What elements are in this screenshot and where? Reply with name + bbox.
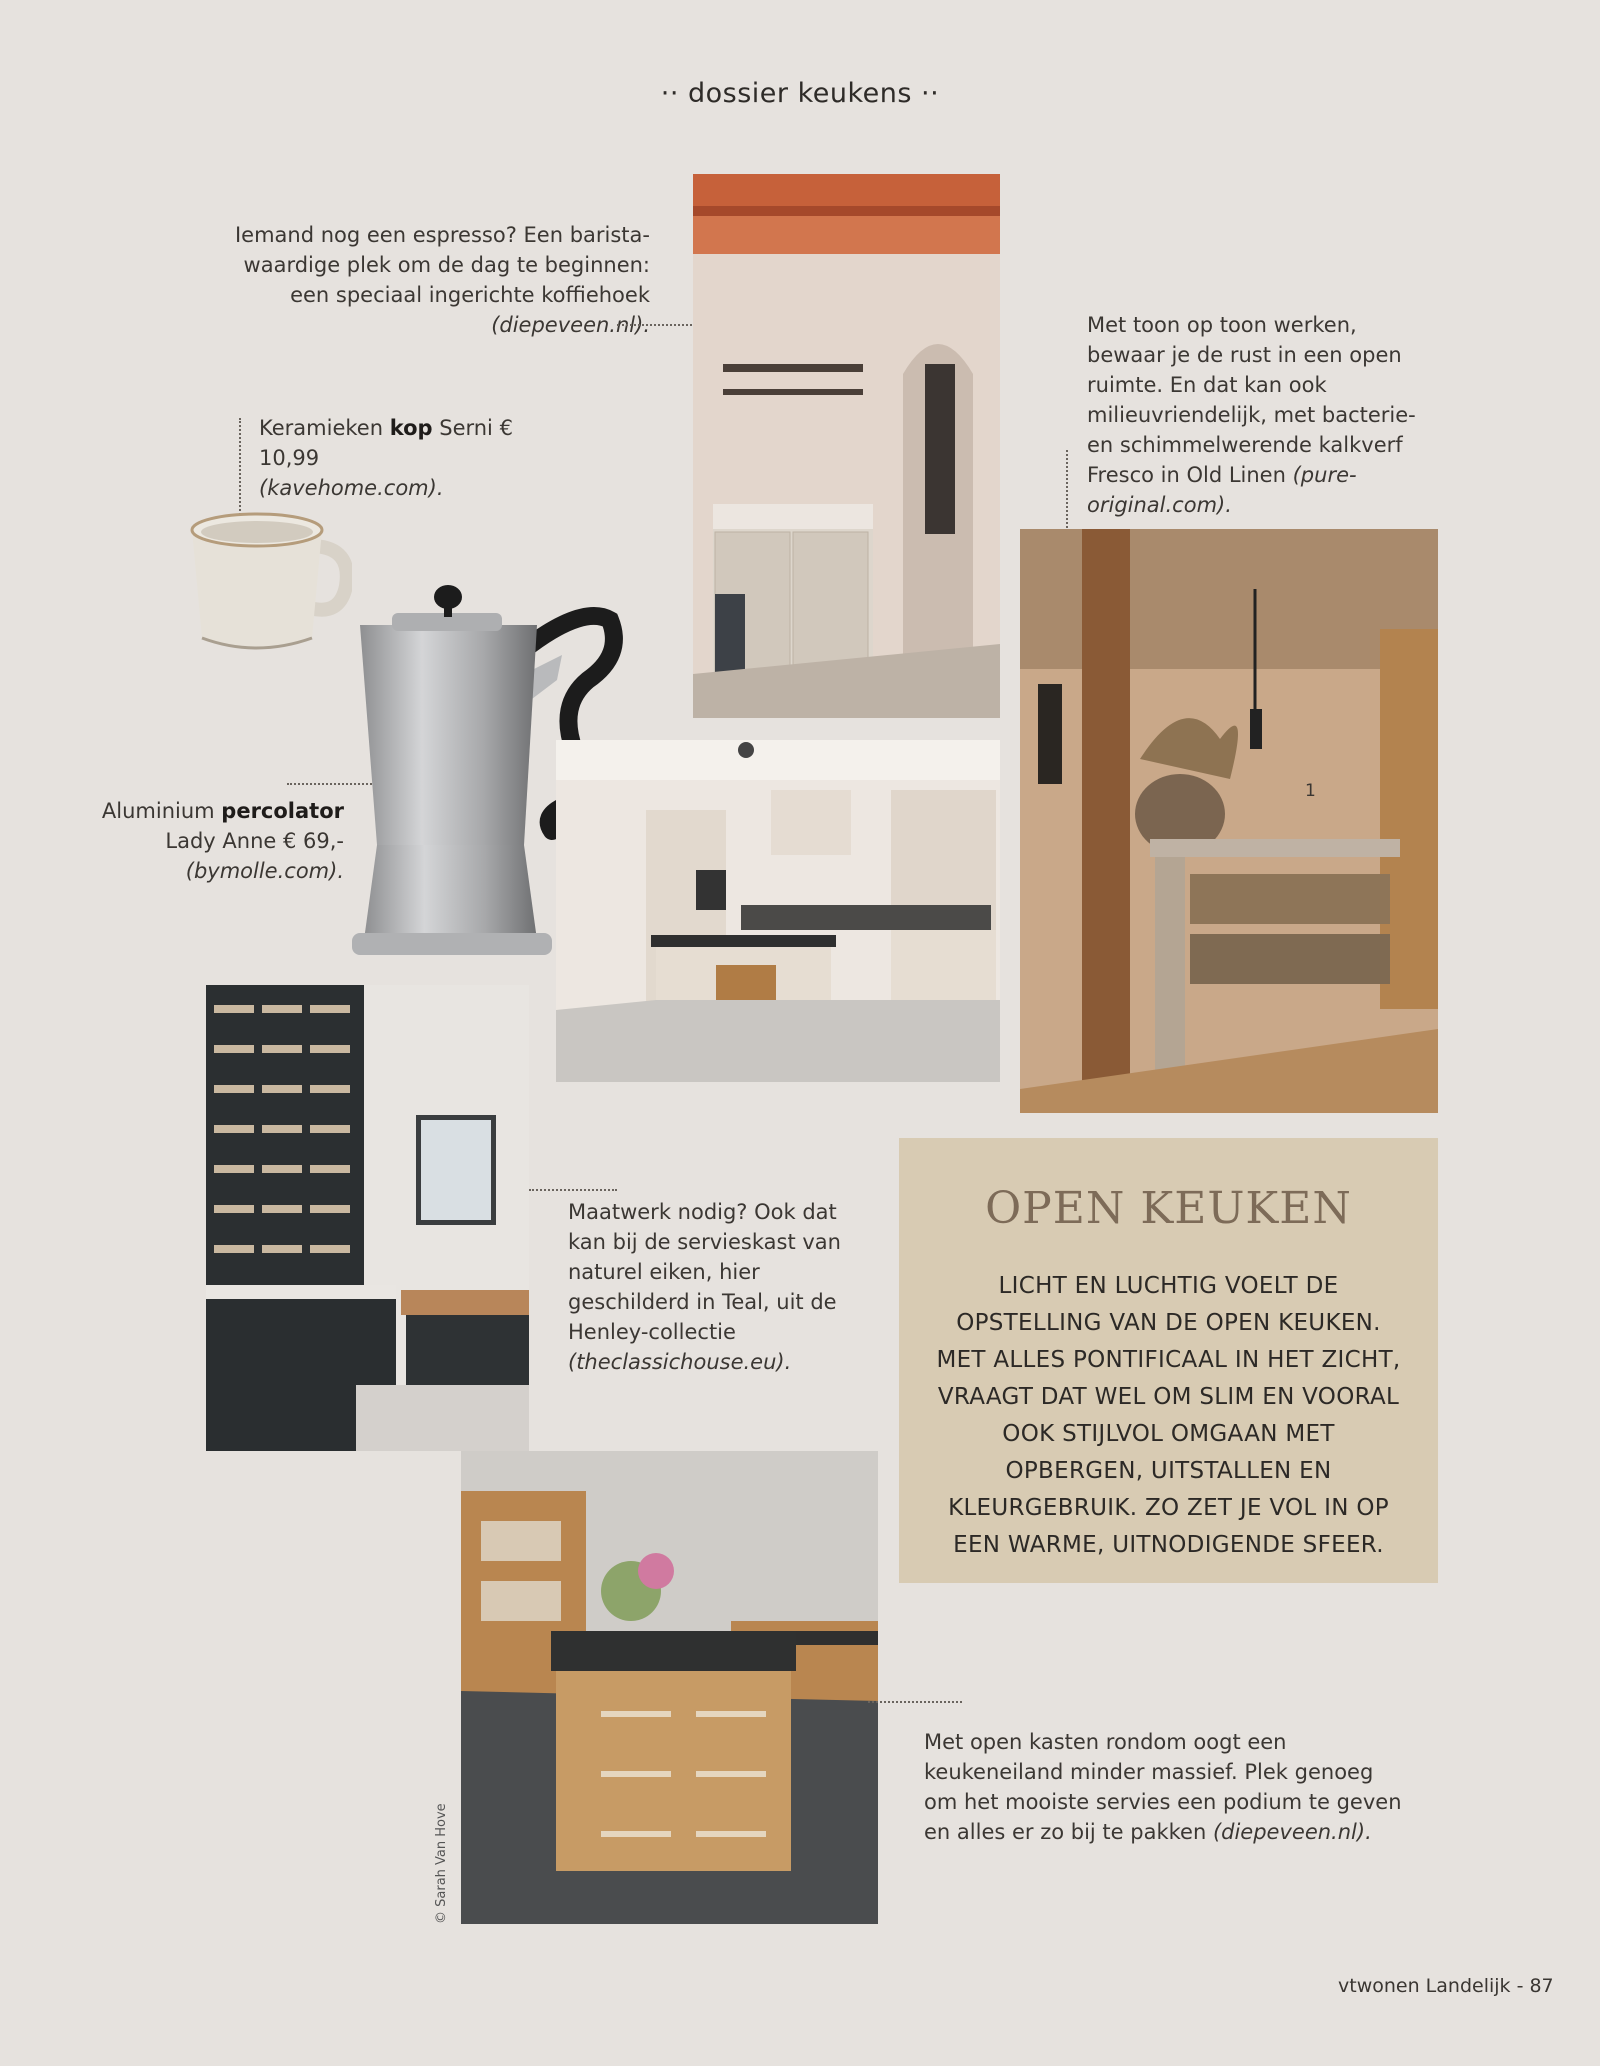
caption-cup-pre: Keramieken [259, 416, 390, 440]
caption-espresso-text: Iemand nog een espresso? Een barista-waardige plek om de dag te beginnen: een speciaal ingerichte koffiehoek [234, 223, 650, 307]
caption-paint [1087, 310, 1417, 520]
caption-percolator-source: (bymolle.com). [185, 859, 344, 883]
caption-island [924, 1727, 1404, 1847]
photo-white-kitchen [556, 740, 1000, 1082]
caption-percolator [100, 796, 344, 886]
photo-coffee-corner [693, 174, 1000, 718]
caption-cup-bold: kop [389, 416, 433, 440]
feature-box [899, 1138, 1438, 1583]
photo-warm-kitchen [1020, 529, 1438, 1113]
caption-espresso [220, 220, 650, 340]
caption-island-source: (diepeveen.nl). [1212, 1820, 1372, 1844]
caption-paint-source: (pure-original.com). [1087, 463, 1357, 517]
caption-paint-text: Met toon op toon werken, bewaar je de rust in een open ruimte. En dat kan ook milieuvriendelijk, met bacterie- en schimmelwerende kalkverf Fresco in Old Linen [1087, 313, 1416, 487]
caption-espresso-source: (diepeveen.nl). [491, 313, 650, 337]
caption-cup-source: (kavehome.com). [259, 476, 444, 500]
caption-percolator-post: Lady Anne € 69,- [165, 829, 344, 853]
feature-box-text: LICHT EN LUCHTIG VOELT DE OPSTELLING VAN DE OPEN KEUKEN. MET ALLES PONTIFICAAL IN HET ZICHT, VRAAGT DAT WEL OM SLIM EN VOORAL OOK STIJLVOL OMGAAN MET OPBERGEN, UITSTALLEN EN KLEURGEBRUIK. ZO ZET JE VOL IN OP EEN WARME, UITNODIGENDE SFEER. [936, 1273, 1401, 1558]
caption-percolator-pre: Aluminium [101, 799, 222, 823]
photo-credit: © Sarah Van Hove [434, 1803, 449, 1924]
photo-teal-cabinet [206, 985, 529, 1451]
leader-line-cabinet [529, 1189, 617, 1191]
caption-cabinet [568, 1197, 868, 1377]
photo-number-marker: 1 [1305, 781, 1316, 801]
page-folio: vtwonen Landelijk - 87 [1338, 1975, 1554, 1997]
leader-line-island [868, 1701, 962, 1703]
caption-island-text: Met open kasten rondom oogt een keukeneiland minder massief. Plek genoeg om het mooiste servies een podium te geven en alles er zo bij te pakken [924, 1730, 1402, 1844]
caption-cabinet-text: Maatwerk nodig? Ook dat kan bij de servieskast van naturel eiken, hier geschilderd in Teal, uit de Henley-collectie [568, 1200, 841, 1344]
feature-box-title: OPEN KEUKEN [985, 1183, 1352, 1234]
caption-percolator-bold: percolator [221, 799, 344, 823]
caption-cup [259, 413, 559, 503]
caption-cup-post: Serni € 10,99 [259, 416, 513, 470]
section-header: ·· dossier keukens ·· [660, 78, 940, 109]
caption-cabinet-source: (theclassichouse.eu). [568, 1350, 792, 1374]
ceramic-cup-image [186, 508, 352, 656]
photo-wooden-island [461, 1451, 878, 1924]
